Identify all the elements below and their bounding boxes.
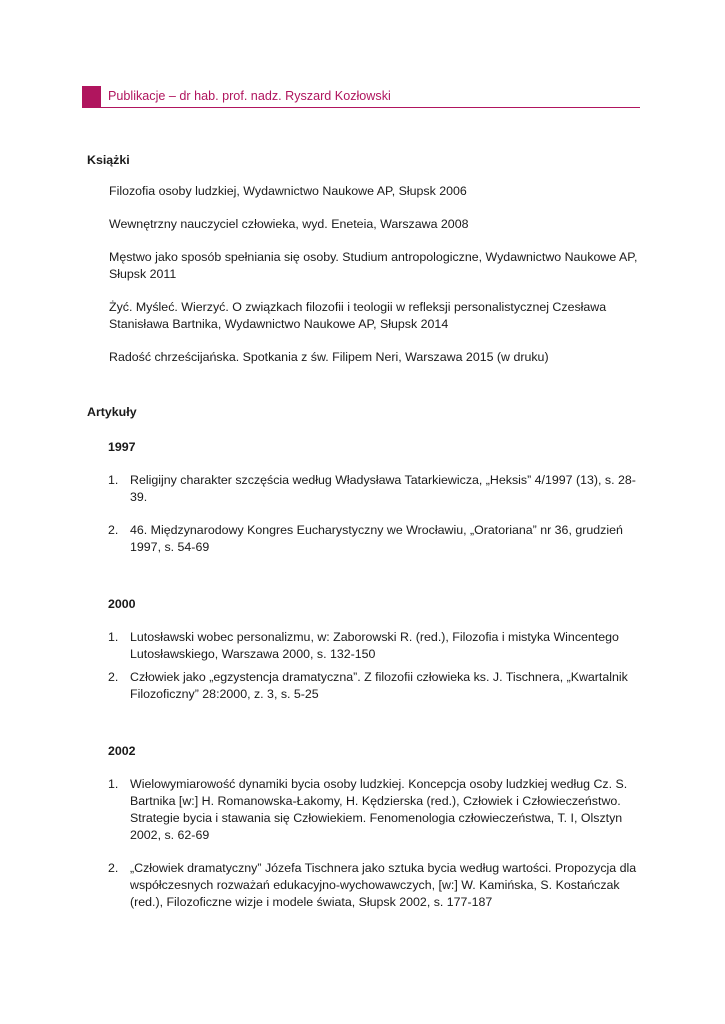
article-list <box>108 472 647 556</box>
article-number: 2. <box>108 670 119 684</box>
book-item: Żyć. Myśleć. Wierzyć. O związkach filozofii i teologii w refleksji personalistycznej Czesława Stanisława Bartnika, Wydawnictwo Naukowe AP, Słupsk 2014 <box>109 300 607 331</box>
books-heading: Książki <box>87 153 130 167</box>
articles-heading: Artykuły <box>87 405 137 419</box>
year-heading: 1997 <box>108 440 136 454</box>
article-item <box>108 522 647 556</box>
article-list <box>108 776 647 911</box>
article-text: Wielowymiarowość dynamiki bycia osoby ludzkiej. Koncepcja osoby ludzkiej według Cz. S. Bartnika [w:] H. Romanowska-Łakomy, H. Kędzierska (red.), Człowiek i Człowieczeństwo. Strategie bycia i stawania się Człowiekiem. Fenomenologia człowieczeństwa, T. I, Olsztyn 2002, s. 62-69 <box>130 777 628 842</box>
article-number: 2. <box>108 523 119 537</box>
article-item <box>108 472 647 506</box>
article-item <box>108 629 647 663</box>
document-body <box>87 152 647 927</box>
year-heading: 2002 <box>108 744 136 758</box>
article-number: 1. <box>108 777 119 791</box>
article-text: „Człowiek dramatyczny” Józefa Tischnera jako sztuka bycia według wartości. Propozycja dla współczesnych rozważań edukacyjno-wychowawczych, [w:] W. Kamińska, S. Kostańczak (red.), Filozoficzne wizje i modele świata, Słupsk 2002, s. 177-187 <box>130 861 637 909</box>
article-item <box>108 776 647 844</box>
year-section-1997 <box>108 439 647 556</box>
year-section-2000 <box>108 596 647 703</box>
year-heading: 2000 <box>108 597 136 611</box>
article-text: Lutosławski wobec personalizmu, w: Zaborowski R. (red.), Filozofia i mistyka Wincentego Lutosławskiego, Warszawa 2000, s. 132-150 <box>130 630 619 661</box>
page-header <box>82 86 640 108</box>
article-list <box>108 629 647 703</box>
header-accent-bar <box>82 86 101 107</box>
book-item: Wewnętrzny nauczyciel człowieka, wyd. Eneteia, Warszawa 2008 <box>109 217 469 231</box>
article-text: Religijny charakter szczęścia według Władysława Tatarkiewicza, „Heksis” 4/1997 (13), s. 28-39. <box>130 473 636 504</box>
article-item <box>108 860 647 911</box>
article-item <box>108 669 647 703</box>
book-item: Męstwo jako sposób spełniania się osoby. Studium antropologiczne, Wydawnictwo Naukowe AP, Słupsk 2011 <box>109 250 638 281</box>
book-item: Radość chrześcijańska. Spotkania z św. Filipem Neri, Warszawa 2015 (w druku) <box>109 350 549 364</box>
article-text: 46. Międzynarodowy Kongres Eucharystyczny we Wrocławiu, „Oratoriana” nr 36, grudzień 1997, s. 54-69 <box>130 523 623 554</box>
article-text: Człowiek jako „egzystencja dramatyczna”. Z filozofii człowieka ks. J. Tischnera, „Kwartalnik Filozoficzny” 28:2000, z. 3, s. 5-25 <box>130 670 628 701</box>
article-number: 2. <box>108 861 119 875</box>
page-title: Publikacje – dr hab. prof. nadz. Ryszard Kozłowski <box>108 89 391 103</box>
year-section-2002 <box>108 743 647 911</box>
article-number: 1. <box>108 473 119 487</box>
article-number: 1. <box>108 630 119 644</box>
books-list <box>87 183 647 366</box>
book-item: Filozofia osoby ludzkiej, Wydawnictwo Naukowe AP, Słupsk 2006 <box>109 184 467 198</box>
